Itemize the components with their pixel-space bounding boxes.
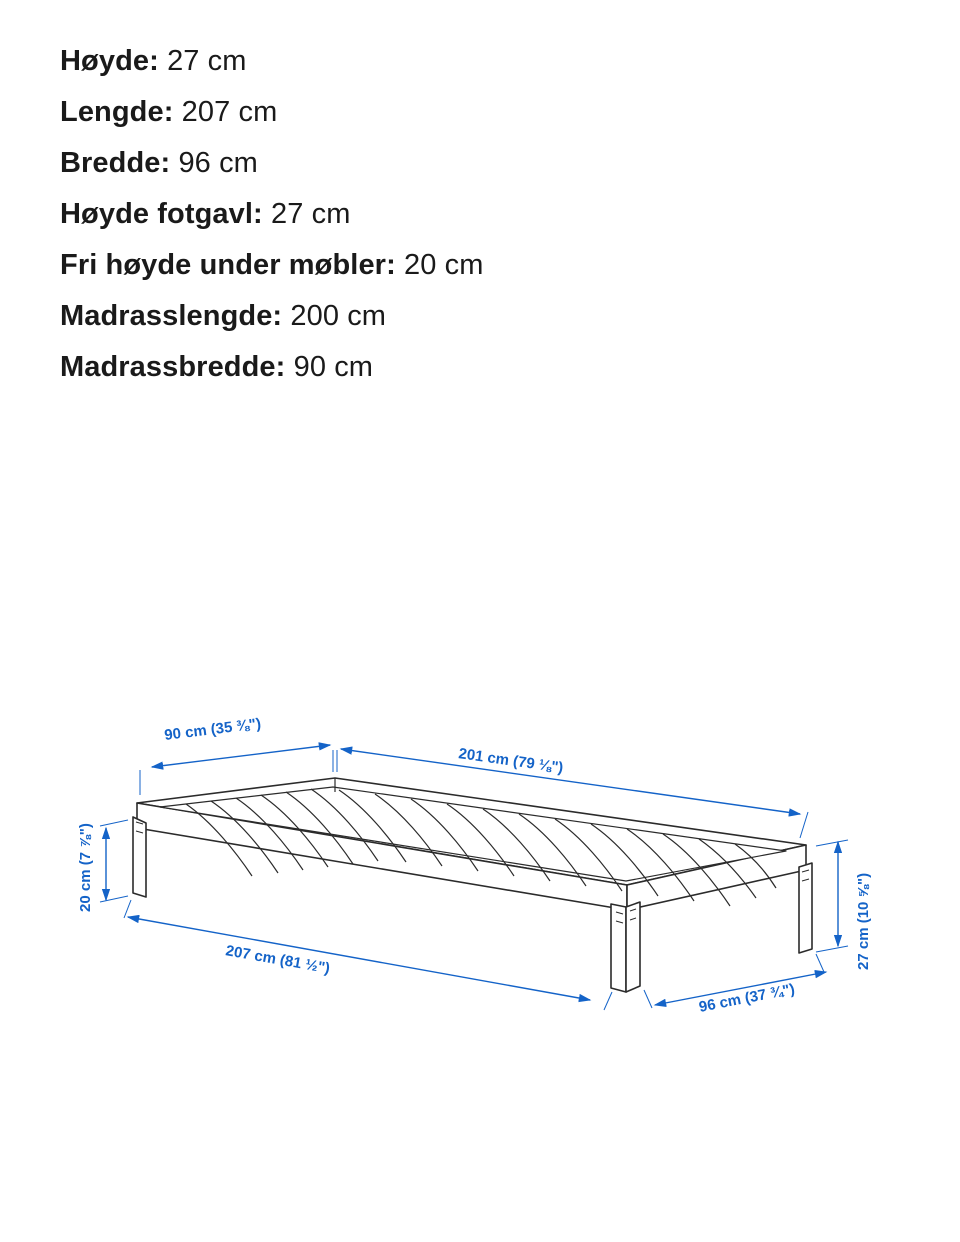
spec-row	[60, 240, 900, 291]
spec-label: Høyde fotgavl:	[60, 198, 263, 230]
spec-label: Madrasslengde:	[60, 300, 283, 332]
spec-row	[60, 291, 900, 342]
spec-label: Lengde:	[60, 96, 174, 128]
specification-list	[60, 36, 900, 393]
bed-frame-dimension-drawing	[0, 700, 960, 1100]
spec-value: 90 cm	[293, 351, 374, 383]
dim-label-clearance-under: 20 cm (7 ⅞")	[77, 823, 94, 912]
spec-value: 200 cm	[290, 300, 387, 332]
spec-value: 20 cm	[404, 249, 484, 281]
spec-value: 27 cm	[270, 198, 351, 230]
spec-row	[60, 87, 900, 138]
spec-row	[60, 342, 900, 393]
spec-label: Fri høyde under møbler:	[60, 249, 396, 281]
dim-label-total-height: 27 cm (10 ⅝")	[855, 872, 872, 970]
spec-label: Høyde:	[60, 45, 159, 77]
spec-label: Madrassbredde:	[60, 351, 286, 383]
spec-value: 27 cm	[167, 45, 247, 77]
spec-value: 207 cm	[181, 96, 278, 128]
spec-row	[60, 189, 900, 240]
spec-row	[60, 36, 900, 87]
dim-label-inner-length: 201 cm (79 ⅛")	[457, 745, 565, 777]
spec-row	[60, 138, 900, 189]
dim-label-mattress-width: 90 cm (35 ⅜")	[163, 715, 262, 744]
dim-label-total-width: 96 cm (37 ¾")	[697, 980, 797, 1016]
spec-value: 96 cm	[178, 147, 258, 179]
dim-label-total-length: 207 cm (81 ½")	[224, 942, 332, 978]
spec-label: Bredde:	[60, 147, 171, 179]
